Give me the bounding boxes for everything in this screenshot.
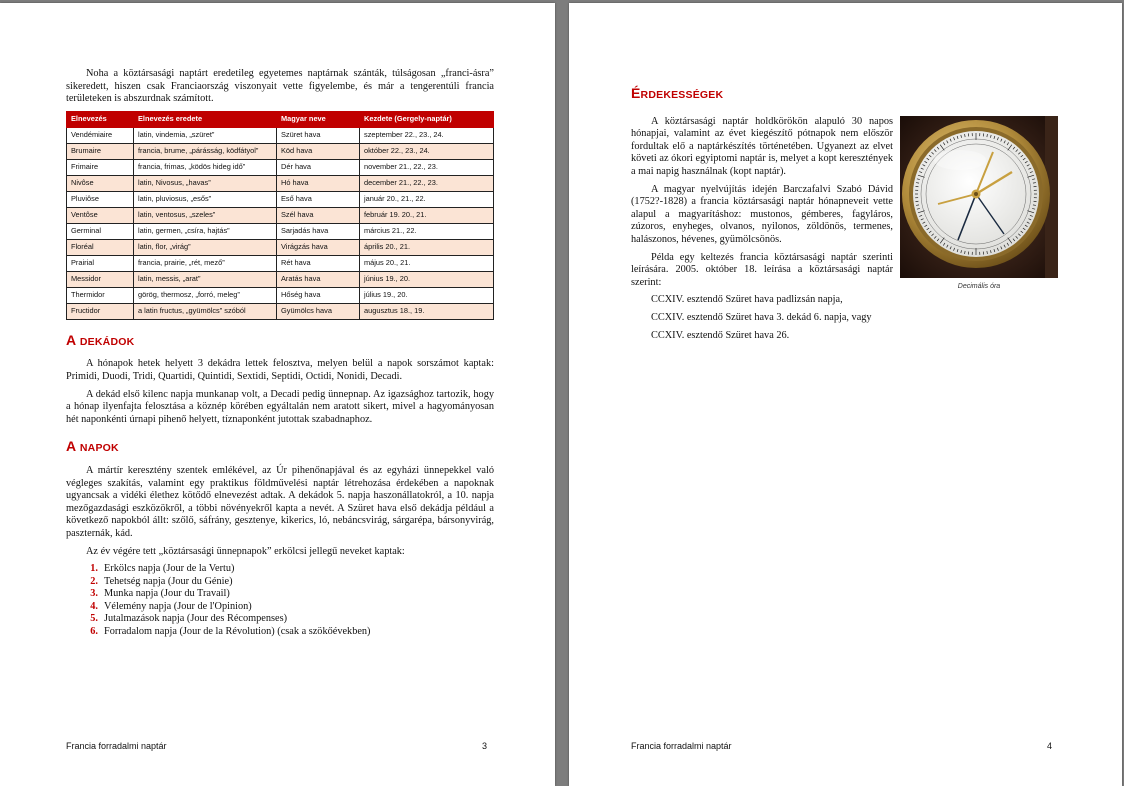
table-cell: Eső hava	[277, 191, 360, 207]
table-cell: Thermidor	[67, 287, 134, 303]
table-cell: április 20., 21.	[360, 239, 494, 255]
table-cell: Frimaire	[67, 159, 134, 175]
table-row	[67, 287, 494, 303]
table-cell: latin, ventosus, „szeles”	[134, 207, 277, 223]
table-header-cell: Magyar neve	[277, 111, 360, 127]
list-number: 6.	[90, 626, 98, 638]
section-heading-erdekessegek	[631, 87, 893, 102]
table-row	[67, 223, 494, 239]
erdekessegek-paragraph-3: Példa egy keltezés francia köztársasági naptár szerinti leírására. 2005. október 18. leírása a köztársasági naptár szerint:	[631, 251, 893, 288]
table-cell: Ventôse	[67, 207, 134, 223]
months-table	[66, 111, 494, 320]
list-number: 4.	[90, 600, 98, 612]
list-number: 2.	[90, 575, 98, 587]
dekadok-paragraph-2: A dekád első kilenc napja munkanap volt, a Decadi pedig ünnepnap. Az igazsághoz tartozik, hogy a hónap ilyenfajta felosztása a köznép körében egyáltalán nem aratott sikert, mivel a hagyományosan hét naponkénti úrnapi pihenő helyett, tíznaponként jutottak szabadnaphoz.	[66, 388, 494, 425]
table-cell: augusztus 18., 19.	[360, 303, 494, 319]
table-cell: Rét hava	[277, 255, 360, 271]
dekadok-paragraph-1: A hónapok hetek helyett 3 dekádra lettek felosztva, melyen belül a napok sorszámot kaptak: Primidi, Duodi, Tridi, Quartidi, Quintidi, Sextidi, Septidi, Octidi, Nonidi, Decadi.	[66, 358, 494, 382]
napok-paragraph-1: A mártír keresztény szentek emlékével, az Úr pihenőnapjával és az egyházi ünnepekkel való végleges szakítás, valamint egy praktikus földművelési naptár létrehozása érdekében a napoknak ugyancsak a vidéki élethez kötődő elnevezést adtak. A dekádok 5. napja haszonállatokról, a 10. napja mezőgazdasági eszközökről, a többi növényekről kapta a nevét. A Szüret hava első dekádja például a következő napokból állt: szőlő, sáfrány, gesztenye, kikerics, ló, nebáncsvirág, sárgarépa, bársonyvirág, paszternák, kád.	[66, 464, 494, 539]
table-cell: május 20., 21.	[360, 255, 494, 271]
heading-rest: NAPOK	[79, 442, 119, 455]
table-row	[67, 191, 494, 207]
list-text: Tehetség napja (Jour du Génie)	[104, 575, 233, 587]
napok-paragraph-2: Az év végére tett „köztársasági ünnepnapok” erkölcsi jellegű neveket kaptak:	[86, 545, 405, 557]
page-number-3: 3	[482, 741, 488, 751]
intro-paragraph: Noha a köztársasági naptárt eredetileg egyetemes naptárnak szánták, túlságosan „franci-ásra” sikeredett, hiszen csak Franciaország viszonyait vette figyelembe, és már a tengerentúli francia területeken is abszurdnak számított.	[66, 68, 494, 105]
list-number: 1.	[90, 563, 98, 575]
table-cell: latin, messis, „arat”	[134, 271, 277, 287]
table-row	[67, 239, 494, 255]
table-cell: november 21., 22., 23.	[360, 159, 494, 175]
heading-initial: É	[631, 85, 641, 101]
table-cell: Fructidor	[67, 303, 134, 319]
table-cell: Aratás hava	[277, 271, 360, 287]
table-row	[67, 159, 494, 175]
table-cell: október 22., 23., 24.	[360, 143, 494, 159]
table-cell: latin, vindemia, „szüret”	[134, 127, 277, 143]
table-cell: Brumaire	[67, 143, 134, 159]
clock-caption: Decimális óra	[957, 283, 1001, 290]
list-item	[66, 588, 494, 601]
table-cell: január 20., 21., 22.	[360, 191, 494, 207]
holidays-list	[66, 563, 494, 639]
list-item	[66, 626, 494, 639]
table-cell: június 19., 20.	[360, 271, 494, 287]
table-cell: Messidor	[67, 271, 134, 287]
table-cell: Szél hava	[277, 207, 360, 223]
page-number-4: 4	[1047, 741, 1053, 751]
table-cell: március 21., 22.	[360, 223, 494, 239]
table-row	[67, 127, 494, 143]
table-row	[67, 143, 494, 159]
heading-initial: A	[66, 331, 76, 348]
table-cell: latin, germen, „csíra, hajtás”	[134, 223, 277, 239]
footer-title-page-4: Francia forradalmi naptár	[631, 741, 732, 751]
table-cell: Virágzás hava	[277, 239, 360, 255]
table-cell: francia, brume, „párásság, ködfátyol”	[134, 143, 277, 159]
table-cell: francia, frimas, „ködös hideg idő”	[134, 159, 277, 175]
table-cell: Hőség hava	[277, 287, 360, 303]
list-number: 3.	[90, 588, 98, 600]
table-cell: szeptember 22., 23., 24.	[360, 127, 494, 143]
table-cell: Nivôse	[67, 175, 134, 191]
list-item	[66, 576, 494, 589]
section-heading-dekadok	[66, 331, 494, 349]
table-cell: Köd hava	[277, 143, 360, 159]
list-text: Vélemény napja (Jour de l'Opinion)	[104, 600, 252, 612]
list-text: Erkölcs napja (Jour de la Vertu)	[104, 563, 235, 575]
table-cell: december 21., 22., 23.	[360, 175, 494, 191]
table-cell: francia, prairie, „rét, mező”	[134, 255, 277, 271]
table-header-row	[67, 111, 494, 127]
table-cell: július 19., 20.	[360, 287, 494, 303]
table-cell: a latin fructus, „gyümölcs” szóból	[134, 303, 277, 319]
table-cell: görög, thermosz, „forró, meleg”	[134, 287, 277, 303]
table-row	[67, 303, 494, 319]
table-header-cell: Kezdete (Gergely-naptár)	[360, 111, 494, 127]
table-cell: Sarjadás hava	[277, 223, 360, 239]
table-row	[67, 207, 494, 223]
table-row	[67, 271, 494, 287]
heading-initial: A	[66, 438, 76, 455]
list-item	[66, 613, 494, 626]
table-cell: Floréal	[67, 239, 134, 255]
list-item	[66, 601, 494, 614]
table-cell: Germinal	[67, 223, 134, 239]
table-cell: Szüret hava	[277, 127, 360, 143]
table-cell: Dér hava	[277, 159, 360, 175]
page-3-content	[66, 68, 494, 639]
table-cell: Gyümölcs hava	[277, 303, 360, 319]
heading-rest: RDEKESSÉGEK	[640, 89, 724, 101]
table-row	[67, 175, 494, 191]
months-table-body	[67, 127, 494, 319]
table-cell: latin, Nivosus, „havas”	[134, 175, 277, 191]
table-cell: latin, flor, „virág”	[134, 239, 277, 255]
section-heading-napok	[66, 440, 494, 455]
table-row	[67, 255, 494, 271]
table-cell: Vendémiaire	[67, 127, 134, 143]
table-cell: február 19. 20., 21.	[360, 207, 494, 223]
decimal-clock-image	[900, 116, 1058, 283]
date-example-3: CCXIV. esztendő Szüret hava 26.	[651, 329, 790, 341]
table-cell: Pluviôse	[67, 191, 134, 207]
erdekessegek-paragraph-2: A magyar nyelvújítás idején Barczafalvi Szabó Dávid (1752?-1828) a francia köztársasági naptár hónapneveit vette alapul a magyarításhoz: mustonos, gémberes, fagyláros, zúzoros, enyheges, olvanos, nyilonos, zöldönös, termenes, halászonos, hévenes, gyümölcsönös.	[631, 183, 893, 245]
footer-title-page-3: Francia forradalmi naptár	[66, 741, 167, 751]
clock-illustration	[900, 116, 1058, 278]
heading-rest: DEKÁDOK	[79, 335, 135, 348]
list-text: Forradalom napja (Jour de la Révolution) (csak a szökőévekben)	[104, 626, 371, 638]
list-text: Munka napja (Jour du Travail)	[104, 588, 230, 600]
page-4-content	[631, 87, 893, 347]
date-example-1: CCXIV. esztendő Szüret hava padlizsán napja,	[651, 294, 843, 306]
list-number: 5.	[90, 613, 98, 625]
table-cell: Prairial	[67, 255, 134, 271]
table-header-cell: Elnevezés eredete	[134, 111, 277, 127]
table-cell: Hó hava	[277, 175, 360, 191]
date-example-2: CCXIV. esztendő Szüret hava 3. dekád 6. napja, vagy	[651, 311, 872, 323]
table-cell: latin, pluviosus, „esős”	[134, 191, 277, 207]
table-header-cell: Elnevezés	[67, 111, 134, 127]
list-text: Jutalmazások napja (Jour des Récompenses)	[104, 613, 288, 625]
list-item	[66, 563, 494, 576]
erdekessegek-paragraph-1: A köztársasági naptár holdkörökön alapuló 30 napos hónapjai, valamint az évet kiegészítő pótnapok nem először fordultak elő a naptárkészítés történetében. Ugyanezt az elvet követi az ókori egyiptomi naptár is, melyet a kopt keresztények a mai napig használnak (kopt naptár).	[631, 115, 893, 177]
